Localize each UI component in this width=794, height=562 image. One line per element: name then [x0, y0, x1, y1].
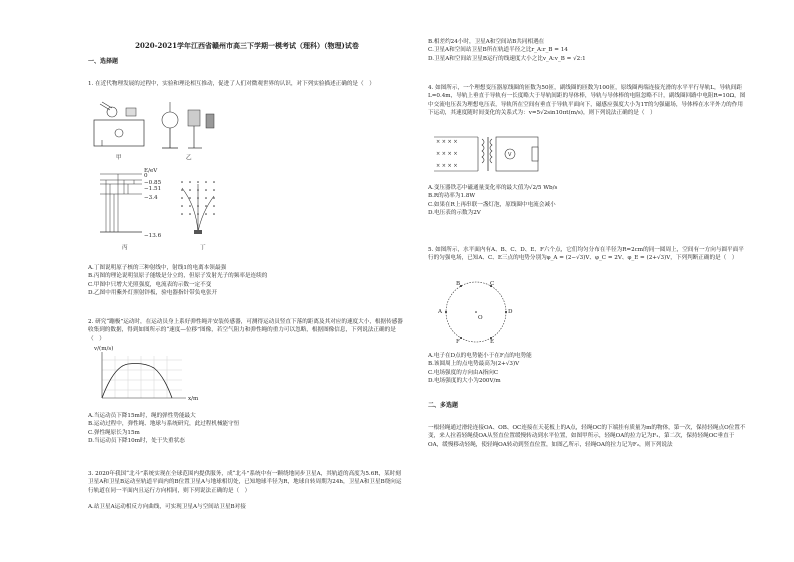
q5-label-f: F — [456, 339, 460, 345]
q5-label-b: B — [456, 281, 461, 287]
q2-option-d[interactable]: D.当运动员下降10m时，处于失重状态 — [88, 438, 185, 445]
q1-fig-radiation — [176, 176, 226, 236]
q1-energy-0: 0 — [144, 173, 148, 179]
q1-fig-photoelectric — [92, 100, 150, 152]
svg-text:× × × ×: × × × × — [436, 151, 458, 157]
q3-option-d[interactable]: D.卫星A和空间站卫星B运行的线速度大小之比v_A:v_B = √2:1 — [428, 55, 586, 62]
q4-option-b[interactable]: B.R的功率为1.8W — [428, 193, 476, 200]
q5-options — [428, 352, 748, 386]
q3-options-continued — [428, 38, 748, 63]
q1-fig-label-yi: 乙 — [186, 155, 192, 161]
q4-option-d[interactable]: D.电压表的示数为2V — [428, 210, 481, 217]
q1-option-d[interactable]: D.乙图中用紫外灯照射锌板，验电器指针带负电张开 — [88, 290, 218, 297]
q3-option-a[interactable]: A.站卫星A运动相反方向曲线，可实现卫星A与空间站卫星B对接 — [88, 504, 246, 510]
q5-option-b[interactable]: B.该圆周上的点电势最高为(2+√3)V — [428, 361, 520, 368]
q1-energy-axis: E/eV — [144, 168, 158, 174]
q1-stem: 1. 在近代物理发展的过程中，实验和理论相互推动，促进了人们对微观世界的认识，对下列实验描述正确的是（ ） — [88, 81, 375, 87]
q4-option-a[interactable]: A.变压器铁芯中磁通量变化率的最大值为√2/5 Wb/s — [428, 185, 558, 191]
q3-option-c[interactable]: C.卫星A和空间站卫星B所在轨道半径之比r_A:r_B = 14 — [428, 47, 568, 54]
q1-fig-label-bing: 丙 — [122, 245, 128, 251]
q1-fig-electroscope — [158, 100, 218, 152]
q1-fig-label-jia: 甲 — [116, 155, 122, 161]
q5-circle-figure — [436, 276, 516, 348]
q1-energy-085: −0.85 — [144, 180, 162, 186]
q4-stem: 4. 如图所示，一个理想变压器原线圈的匝数为50匝，副线圈的匝数为100匝，原线圈两端连接光滑的水平平行导轨L，导轨间距L=0.4m，导轨上垂直于导轨有一长度略大于导轨间距的导体棒，导轨与导体棒的电阻忽略不计，副线圈回路中电阻R=10Ω，图中交流电压表为理想电压表，导轨所在空间有垂直于导轨平面向下，磁感应强度大小为1T的匀强磁场，导体棒在水平外力的作用下运动，其速度随时间变化的关系式为：v=5√2sin10πt(m/s)，则下列说法正确的是（ ） — [428, 85, 746, 117]
q1-energy-151: −1.51 — [144, 186, 162, 192]
q1-energy-34: −3.4 — [144, 195, 158, 201]
q2-option-b[interactable]: B.运动过程中，弹性绳、地球与系统研究，此过程机械能守恒 — [88, 421, 240, 428]
svg-text:× × × ×: × × × × — [436, 163, 458, 169]
q1-option-b[interactable]: B.丙图的理论说明氢原子能级是分立的，但原子发射光子的频率是连续的 — [88, 273, 268, 280]
svg-text:× × × ×: × × × × — [436, 139, 458, 145]
svg-text:V: V — [508, 152, 512, 158]
q4-option-c[interactable]: C.如果在R上再串联一盏灯泡，原线圈中电流会减小 — [428, 201, 556, 208]
q5-label-d: D — [508, 309, 513, 315]
q5-label-o: O — [478, 315, 483, 321]
q2-option-a[interactable]: A.当运动员下降15m时，绳的弹性势能最大 — [88, 413, 196, 419]
exam-title: 2020-2021学年江西省赣州市高三下学期一模考试（理科）（物理)试卷 — [135, 41, 359, 50]
q3-stem: 3. 2020年我国“北斗”系统实现在全球范围内提供服务，成“北斗”系统中有一颗绕地同步卫星A，其轨道的高度为5.6R，某时刻卫星A和卫星B运动至轨道平面内的B位置卫星A与地球相切处，已知地球半径为R，地球自转周期为24h，卫星A和卫星B绕向运行轨道在同一平面内且运行方向相同，则下列说法正确的是（ ） — [88, 471, 402, 494]
q5-label-e: E — [490, 339, 495, 345]
q4-options — [428, 184, 748, 218]
q5-label-c: C — [490, 281, 495, 287]
q5-stem: 5. 如图所示，水平面内有A、B、C、D、E、F六个点，它们均匀分布在半径为R=2cm的同一圆周上，空间有一方向与圆平面平行的匀强电场，已知A、C、E三点的电势分别为φ_A = (2−√3)V、φ_C = 2V、φ_E = (2+√3)V，下列判断正确的是（ ） — [428, 247, 744, 262]
q2-axis-y: v/(m/s) — [94, 346, 114, 352]
q2-stem: 2. 研究“蹦极”运动时，在运动员身上系好弹性绳并安装传感器，可测得运动员竖直下落的距离及其对应的速度大小，根据传感器收集到的数据，得到如图所示的“速度—位移”图像，若空气阻力和弹性绳的重力可以忽略，根据图像信息，下列说法正确的是（ ） — [88, 319, 403, 342]
q5-option-d[interactable]: D.电场强度的大小为200V/m — [428, 378, 501, 385]
q2-axis-x: x/m — [188, 396, 199, 402]
q2-velocity-displacement-graph — [92, 350, 188, 406]
section-multi-heading: 二、多选题 — [428, 402, 459, 409]
q4-transformer-circuit — [432, 133, 542, 175]
q1-options — [88, 264, 406, 298]
q1-fig-label-ding: 丁 — [200, 245, 206, 251]
q1-energy-136: −13.6 — [144, 233, 162, 239]
q6-stem: 一根轻绳通过滑轮连接OA、OB、OC连接在天花板上的A点，轻绳OC的下端挂有质量为m的物体，第一次，保持轻绳点O位置不变，来人拉着轻绳使OA从竖直位置缓慢转动到水平位置，如图甲所示，轻绳OA的拉力记为F₁，第二次，保持轻绳OC垂直于OA，缓慢移动轻绳，使轻绳OA转动到竖直位置，如图乙所示，轻绳OA的拉力记为F₂，则下列说法 — [428, 425, 746, 448]
q5-option-c[interactable]: C.电场强度的方向由A指向C — [428, 369, 499, 376]
q5-label-a: A — [438, 309, 443, 315]
q1-option-c[interactable]: C.甲图中只增大光照强度，电流表的示数一定不变 — [88, 281, 212, 288]
q2-options — [88, 412, 406, 446]
section-choice-heading: 一、选择题 — [88, 58, 119, 65]
q3-option-b[interactable]: B.相差约24小时，卫星A和空间站B共同相遇在 — [428, 39, 545, 45]
q5-option-a[interactable]: A.电子在D点的电势能小于在F点的电势能 — [428, 353, 532, 359]
q2-option-c[interactable]: C.弹性绳原长为15m — [88, 429, 140, 436]
q1-option-a[interactable]: A.丁图说明原子核的三种射线中，射线1的电离本领最强 — [88, 265, 227, 271]
